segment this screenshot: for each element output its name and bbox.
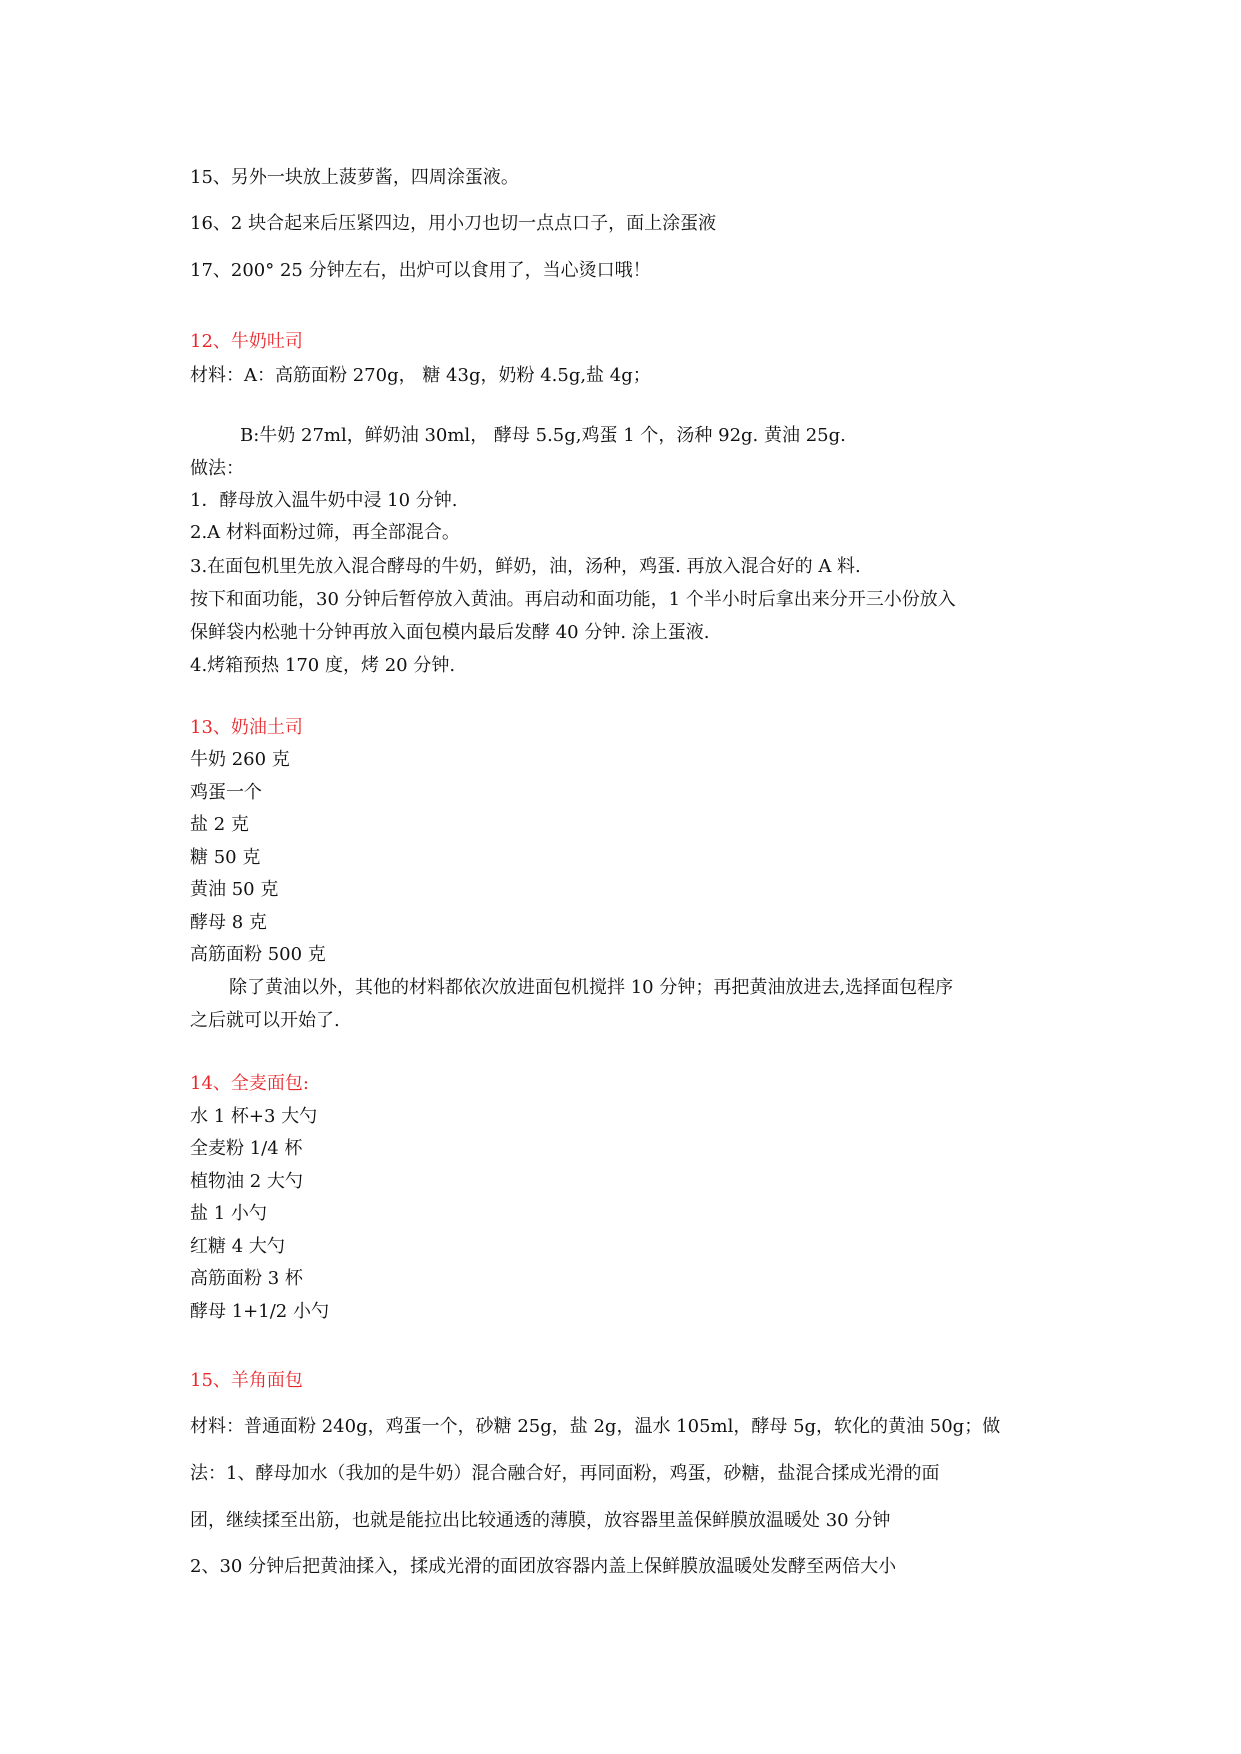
recipe12-step: 1．酵母放入温牛奶中浸 10 分钟. <box>190 490 458 511</box>
recipe15-line: 法：1、酵母加水（我加的是牛奶）混合融合好，再同面粉，鸡蛋，砂糖，盐混合揉成光滑的面 <box>190 1463 940 1484</box>
recipe14-ingredient: 水 1 杯+3 大勺 <box>190 1106 318 1127</box>
recipe15-line: 2、30 分钟后把黄油揉入，揉成光滑的面团放容器内盖上保鲜膜放温暖处发酵至两倍大小 <box>190 1556 897 1577</box>
recipe13-method: 之后就可以开始了. <box>190 1010 340 1031</box>
recipe15-title: 15、羊角面包 <box>190 1370 303 1391</box>
recipe13-ingredient: 鸡蛋一个 <box>190 782 262 803</box>
recipe13-ingredient: 黄油 50 克 <box>190 879 279 900</box>
recipe13-ingredient: 牛奶 260 克 <box>190 749 290 770</box>
recipe12-step: 2.A 材料面粉过筛，再全部混合。 <box>190 522 460 543</box>
recipe14-ingredient: 盐 1 小勺 <box>190 1203 267 1224</box>
recipe14-ingredient: 红糖 4 大勺 <box>190 1236 285 1257</box>
recipe14-ingredient: 植物油 2 大勺 <box>190 1171 303 1192</box>
recipe12-ingredients-b: B:牛奶 27ml，鲜奶油 30ml， 酵母 5.5g,鸡蛋 1 个，汤种 92g. 黄油 25g. <box>240 425 846 446</box>
recipe13-ingredient: 盐 2 克 <box>190 814 249 835</box>
recipe12-step: 3.在面包机里先放入混合酵母的牛奶，鲜奶，油，汤种，鸡蛋. 再放入混合好的 A 料. <box>190 556 861 577</box>
recipe13-ingredient: 高筋面粉 500 克 <box>190 944 326 965</box>
recipe14-ingredient: 酵母 1+1/2 小勺 <box>190 1301 329 1322</box>
recipe14-ingredient: 全麦粉 1/4 杯 <box>190 1138 303 1159</box>
intro-step-17: 17、200° 25 分钟左右，出炉可以食用了，当心烫口哦！ <box>190 260 651 281</box>
recipe15-line: 材料：普通面粉 240g，鸡蛋一个，砂糖 25g，盐 2g，温水 105ml，酵母 5g，软化的黄油 50g；做 <box>190 1416 1001 1437</box>
recipe14-title: 14、全麦面包: <box>190 1073 309 1094</box>
recipe13-ingredient: 糖 50 克 <box>190 847 261 868</box>
recipe14-ingredient: 高筋面粉 3 杯 <box>190 1268 303 1289</box>
recipe13-method: 除了黄油以外，其他的材料都依次放进面包机搅拌 10 分钟；再把黄油放进去,选择面包程序 <box>229 977 954 998</box>
recipe12-title: 12、牛奶吐司 <box>190 331 303 352</box>
recipe12-step: 保鲜袋内松驰十分钟再放入面包模内最后发酵 40 分钟. 涂上蛋液. <box>190 622 710 643</box>
recipe13-title: 13、奶油土司 <box>190 717 303 738</box>
recipe12-method-label: 做法： <box>190 458 244 479</box>
recipe12-ingredients-a: 材料：A：高筋面粉 270g， 糖 43g，奶粉 4.5g,盐 4g； <box>190 365 651 386</box>
recipe15-line: 团，继续揉至出筋，也就是能拉出比较通透的薄膜，放容器里盖保鲜膜放温暖处 30 分钟 <box>190 1510 891 1531</box>
intro-step-15: 15、另外一块放上菠萝酱，四周涂蛋液。 <box>190 167 519 188</box>
intro-step-16: 16、2 块合起来后压紧四边，用小刀也切一点点口子，面上涂蛋液 <box>190 213 717 234</box>
recipe13-ingredient: 酵母 8 克 <box>190 912 267 933</box>
recipe12-step: 4.烤箱预热 170 度，烤 20 分钟. <box>190 655 456 676</box>
recipe12-step: 按下和面功能，30 分钟后暂停放入黄油。再启动和面功能，1 个半小时后拿出来分开三小份放入 <box>190 589 956 610</box>
